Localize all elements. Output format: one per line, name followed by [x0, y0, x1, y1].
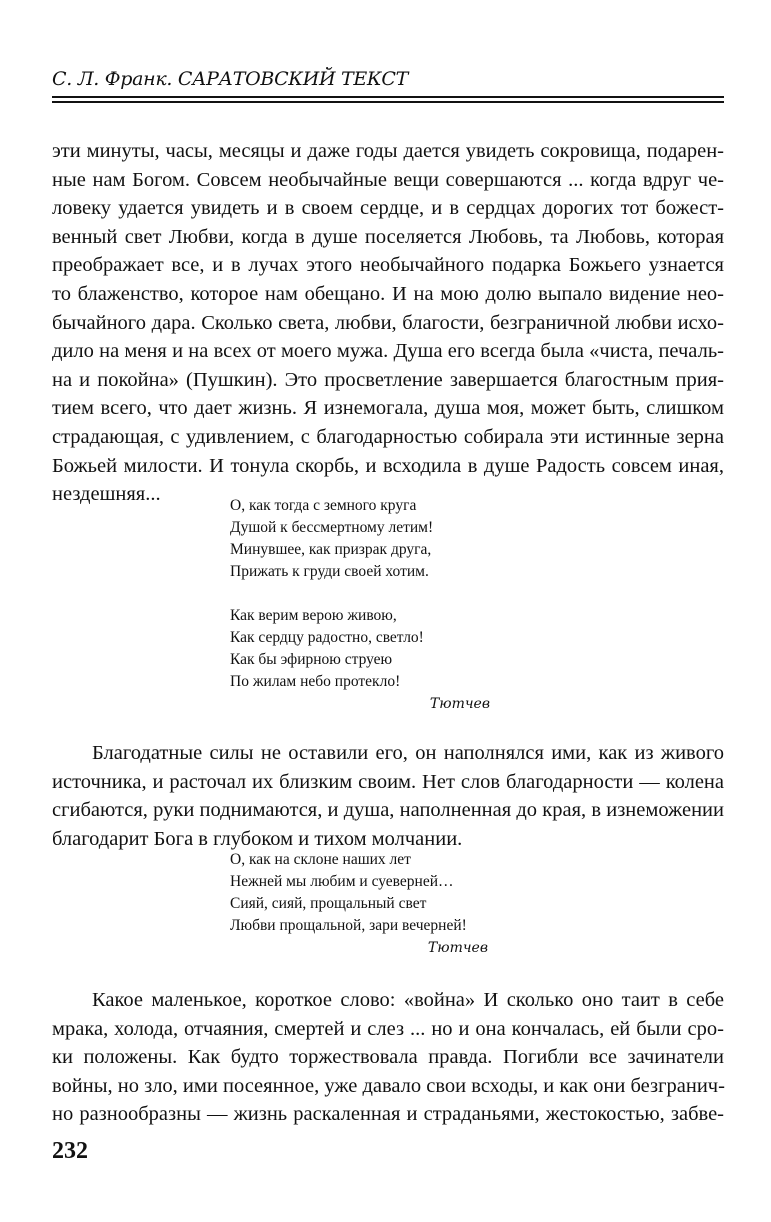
book-page [52, 0, 724, 1222]
page-number: 232 [52, 1138, 88, 1164]
text-line: венный свет Любви, когда в душе поселяется Любовь, та Любовь, которая [52, 225, 724, 248]
text-line: то блаженство, которое нам обещано. И на мою долю выпало видение нео- [52, 282, 724, 305]
poem-line: Как верим верою живою, [230, 607, 397, 624]
poem-line: По жилам небо протекло! [230, 673, 401, 690]
text-line: Какое маленькое, короткое слово: «война» И сколько оно таит в себе [92, 989, 724, 1011]
text-line: бычайного дара. Сколько света, любви, благости, безграничной любви исхо- [52, 311, 724, 334]
stanza-gap [230, 583, 490, 605]
running-head: С. Л. Франк. САРАТОВСКИЙ ТЕКСТ [52, 68, 408, 90]
text-line: на и покойна» (Пушкин). Это просветление завершается благостным прия- [52, 368, 724, 391]
text-line: нездешняя... [52, 483, 161, 506]
text-line: но разнообразны — жизнь раскаленная и страданьями, жестокостью, забве- [52, 1103, 724, 1126]
text-line: ловеку удается увидеть и в своем сердце, и в сердцах дорогих тот божест- [52, 197, 724, 220]
poem-line: Как бы эфирною струею [230, 651, 393, 668]
text-line: дило на меня и на всех от моего мужа. Душа его всегда была «чиста, печаль- [52, 340, 724, 363]
poem-author: Тютчев [429, 696, 490, 712]
poem-line: Минувшее, как призрак друга, [230, 541, 432, 558]
text-line: эти минуты, часы, месяцы и даже годы дается увидеть сокровища, подарен- [52, 140, 724, 162]
paragraph-3 [52, 986, 724, 1129]
poem-line: Сияй, сияй, прощальный свет [230, 895, 427, 912]
paragraph-1 [52, 137, 724, 509]
text-line: страдающая, с удивлением, с благодарностью собирала эти истинные зерна [52, 425, 724, 448]
text-line: мрака, холода, отчаяния, смертей и слез ... но и она кончалась, ей были сро- [52, 1017, 724, 1040]
paragraph-2 [52, 739, 724, 853]
poem-1 [230, 495, 490, 715]
text-line: ки положены. Как будто торжествовала правда. Погибли все зачинатели [52, 1046, 724, 1069]
text-line: сгибаются, руки поднимаются, и душа, наполненная до края, в изнеможении [52, 799, 724, 822]
poem-line: Прижать к груди своей хотим. [230, 563, 429, 580]
text-line: ные нам Богом. Совсем необычайные вещи совершаются ... когда вдруг че- [52, 168, 724, 191]
text-line: Благодатные силы не оставили его, он наполнялся ими, как из живого [92, 742, 724, 764]
poem-2 [230, 849, 488, 959]
text-line: источника, и расточал их близким своим. Нет слов благодарности — колена [52, 770, 724, 793]
text-line: преображает все, и в лучах этого необычайного подарка Божьего узнается [52, 254, 724, 277]
header-rule-thick [52, 96, 724, 98]
poem-author: Тютчев [427, 940, 488, 956]
poem-line: Как сердцу радостно, светло! [230, 629, 424, 646]
poem-line: О, как на склоне наших лет [230, 851, 411, 868]
poem-line: О, как тогда с земного круга [230, 497, 417, 514]
text-line: благодарит Бога в глубоком и тихом молчании. [52, 827, 463, 850]
text-line: тием всего, что дает жизнь. Я изнемогала, душа моя, может быть, слишком [52, 397, 724, 420]
text-line: войны, но зло, ими посеянное, уже давало свои всходы, и как они безгранич- [52, 1074, 725, 1097]
poem-line: Нежней мы любим и суеверней… [230, 873, 454, 890]
header-rule-thin [52, 101, 724, 103]
poem-line: Душой к бессмертному летим! [230, 519, 434, 536]
text-line: Божьей милости. И тонула скорбь, и всходила в душе Радость совсем иная, [52, 454, 724, 477]
poem-line: Любви прощальной, зари вечерней! [230, 917, 467, 934]
